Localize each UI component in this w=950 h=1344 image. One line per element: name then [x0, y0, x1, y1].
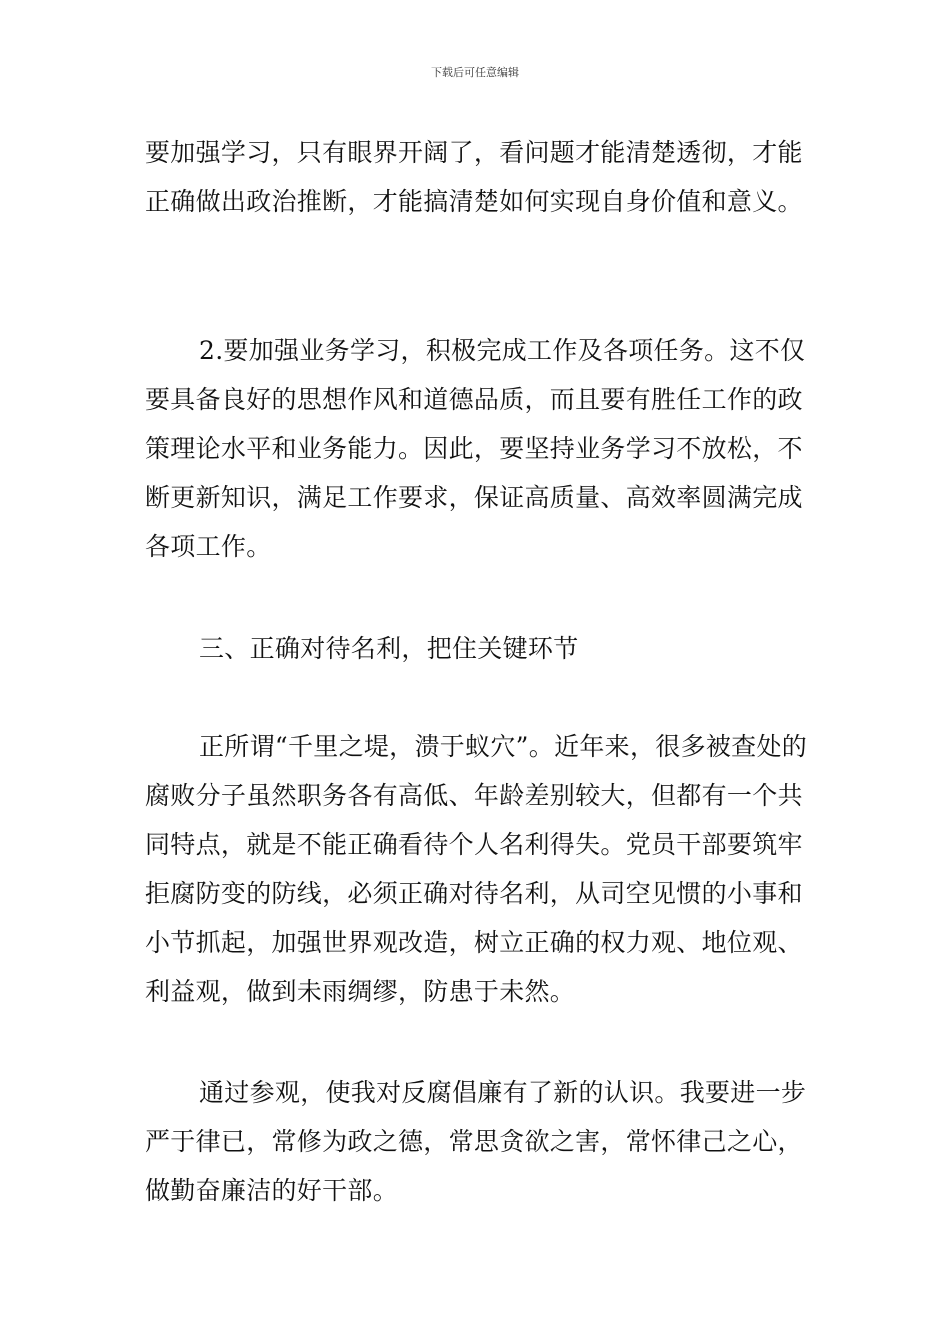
- paragraph-study-importance: 要加强学习，只有眼界开阔了，看问题才能清楚透彻，才能正确做出政治推断，才能搞清楚如何实现自身价值和意义。: [145, 138, 803, 216]
- paragraph-fame-gain: 正所谓“千里之堤，溃于蚁穴”。近年来，很多被查处的腐败分子虽然职务各有高低、年龄差别较大，但都有一个共同特点，就是不能正确看待个人名利得失。党员干部要筑牢拒腐防变的防线，必须正确对待名利，从司空见惯的小事和小节抓起，加强世界观改造，树立正确的权力观、地位观、利益观，做到未雨绸缪，防患于未然。: [145, 732, 808, 1006]
- paragraph-business-study: 2.要加强业务学习，积极完成工作及各项任务。这不仅要具备良好的思想作风和道德品质，而且要有胜任工作的政策理论水平和业务能力。因此，要坚持业务学习不放松，不断更新知识，满足工作要求，保证高质量、高效率圆满完成各项工作。: [145, 336, 806, 561]
- paragraph-conclusion: 通过参观，使我对反腐倡廉有了新的认识。我要进一步严于律已，常修为政之德，常思贪欲之害，常怀律己之心，做勤奋廉洁的好干部。: [145, 1078, 807, 1205]
- page-header: 下载后可任意编辑: [431, 66, 519, 79]
- section-heading-fame-gain: 三、正确对待名利，把住关键环节: [199, 634, 579, 663]
